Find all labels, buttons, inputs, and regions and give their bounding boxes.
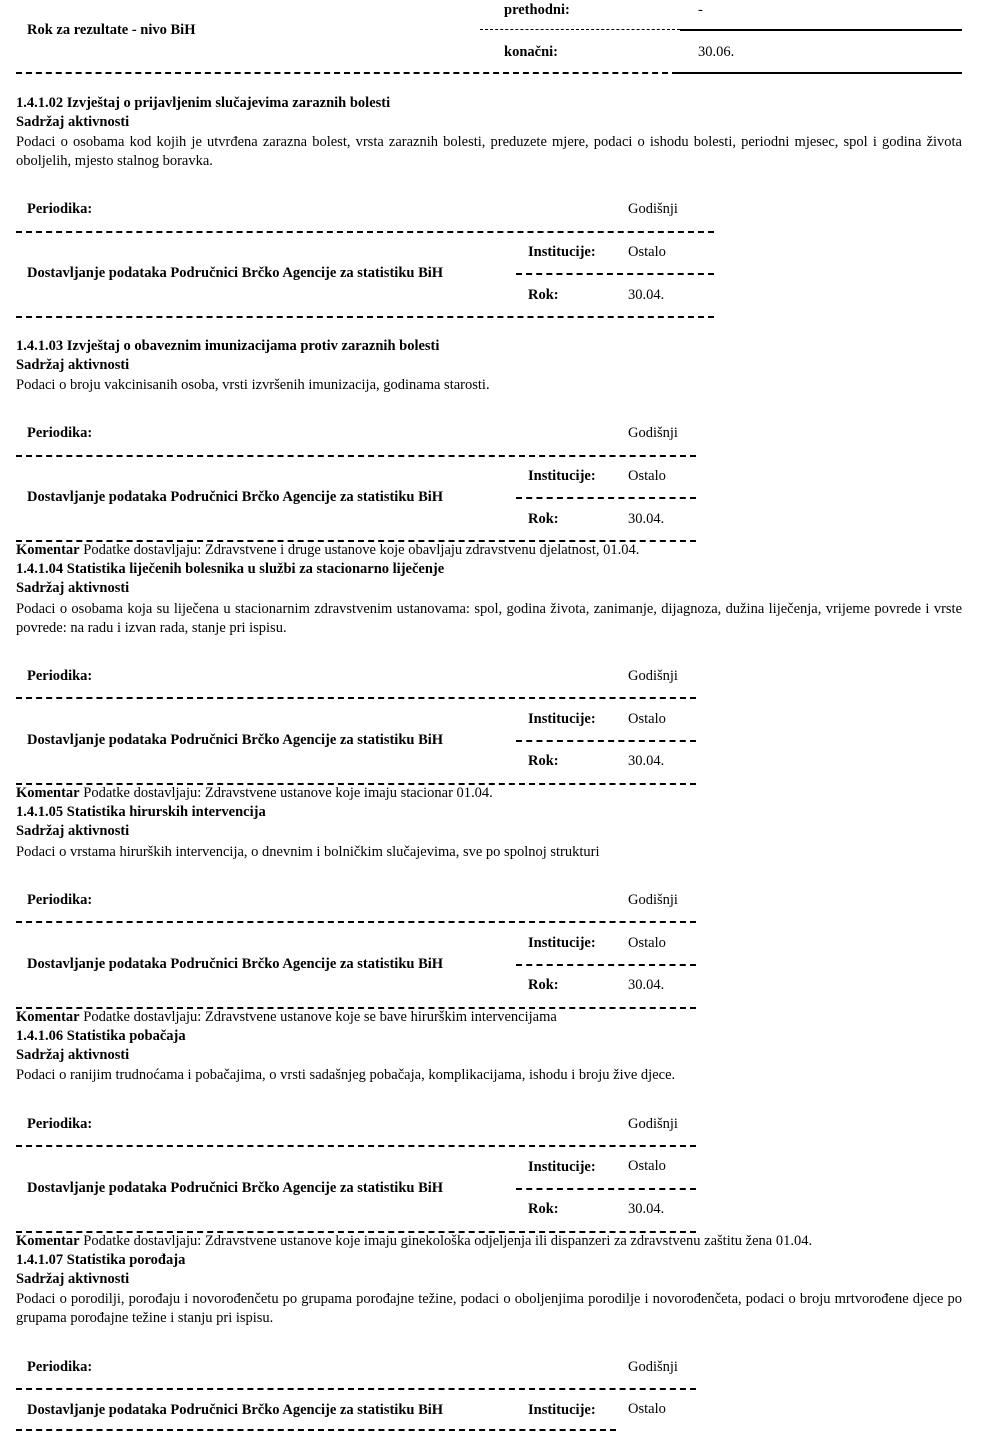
rok-label: Rok: [528,1201,559,1217]
institucije-value: Ostalo [628,1158,666,1174]
sadrzaj-heading: Sadržaj aktivnosti [16,114,130,130]
periodika-label: Periodika: [27,668,93,684]
periodika-label: Periodika: [27,1359,93,1375]
section-title: 1.4.1.07 Statistika porođaja [16,1252,186,1268]
sadrzaj-heading: Sadržaj aktivnosti [16,1047,130,1063]
rok-label: Rok: [528,287,559,303]
komentar-text: Podatke dostavljaju: Zdravstvene ustanove koje imaju ginekološka odjeljenja ili dispanzeri za zdravstvenu zaštitu žena 01.04. [83,1233,813,1249]
dostavljanje-label: Dostavljanje podataka Područnici Brčko Agencije za statistiku BiH [27,956,444,972]
institucije-value: Ostalo [628,244,666,260]
section-text: Podaci o porodilji, porođaju i novorođenčetu po grupama porođajne težine, podaci o oboljenjima porodilje i novorođenčeta, podaci o broju mrtvorođene djece po grupama porođajne težine i stanju pri ispisu. [16,1291,962,1326]
periodika-label: Periodika: [27,1116,93,1132]
rok-label: Rok: [528,511,559,527]
komentar-label: Komentar [16,542,80,558]
section-text: Podaci o vrstama hirurških intervencija, o dnevnim i bolničkim slučajevima, sve po spolnoj strukturi [16,844,600,860]
periodika-label: Periodika: [27,425,93,441]
divider [516,1188,696,1190]
rok-value: 30.04. [628,1201,665,1217]
komentar-label: Komentar [16,785,80,801]
sadrzaj-heading: Sadržaj aktivnosti [16,357,130,373]
konacni-value: 30.06. [698,44,735,60]
institucije-label: Institucije: [528,468,596,484]
divider [16,1145,696,1147]
periodika-label: Periodika: [27,892,93,908]
section-text: Podaci o broju vakcinisanih osoba, vrsti izvršenih imunizacija, godinama starosti. [16,377,490,393]
institucije-label: Institucije: [528,1159,596,1175]
komentar-label: Komentar [16,1233,80,1249]
divider [516,740,696,742]
rok-value: 30.04. [628,753,665,769]
sadrzaj-heading: Sadržaj aktivnosti [16,1271,130,1287]
komentar-label: Komentar [16,1009,80,1025]
section-title: 1.4.1.04 Statistika liječenih bolesnika u službi za stacionarno liječenje [16,561,445,577]
section-title: 1.4.1.03 Izvještaj o obaveznim imunizacijama protiv zaraznih bolesti [16,338,440,354]
prethodni-label: prethodni: [504,2,570,18]
periodika-value: Godišnji [628,1116,678,1132]
divider [16,72,678,74]
sadrzaj-heading: Sadržaj aktivnosti [16,823,130,839]
institucije-value: Ostalo [628,468,666,484]
institucije-label: Institucije: [528,935,596,951]
divider [16,921,696,923]
periodika-value: Godišnji [628,668,678,684]
rok-label: Rok: [528,753,559,769]
divider [680,29,962,31]
divider [16,1429,616,1431]
rok-label: Rok: [528,977,559,993]
komentar-text: Podatke dostavljaju: Zdravstvene ustanove koje se bave hirurškim intervencijama [83,1009,557,1025]
periodika-label: Periodika: [27,201,93,217]
institucije-label: Institucije: [528,244,596,260]
section-text: Podaci o osobama kod kojih je utvrđena zarazna bolest, vrsta zaraznih bolesti, preduzete mjere, podaci o ishodu bolesti, periodni mjesec, spol i godina života oboljelih, mjesto stalnog boravka. [16,134,962,169]
divider [16,231,714,233]
divider [16,1388,696,1390]
dostavljanje-label: Dostavljanje podataka Područnici Brčko Agencije za statistiku BiH [27,732,444,748]
komentar-text: Podatke dostavljaju: Zdravstvene i druge ustanove koje obavljaju zdravstvenu djelatnost, 01.04. [83,542,640,558]
periodika-value: Godišnji [628,892,678,908]
komentar-line [16,1009,557,1026]
section-text: Podaci o ranijim trudnoćama i pobačajima, o vrsti sadašnjeg pobačaja, komplikacijama, ishodu i broju žive djece. [16,1067,676,1083]
rok-nivo-label: Rok za rezultate - nivo BiH [27,22,196,38]
sadrzaj-heading: Sadržaj aktivnosti [16,580,130,596]
prethodni-value: - [698,2,703,18]
divider [516,273,714,275]
divider [516,964,696,966]
institucije-label: Institucije: [528,1402,596,1418]
dostavljanje-label: Dostavljanje podataka Područnici Brčko Agencije za statistiku BiH [27,489,444,505]
divider [516,497,696,499]
rok-value: 30.04. [628,511,665,527]
institucije-value: Ostalo [628,935,666,951]
section-title: 1.4.1.06 Statistika pobačaja [16,1028,186,1044]
section-text: Podaci o osobama koja su liječena u stacionarnim zdravstvenim ustanovama: spol, godina života, zanimanje, dijagnoza, dužina liječenja, vrijeme povrede i vrste povrede: na radu i izvan rada, stanje pri ispisu. [16,601,962,636]
rok-value: 30.04. [628,287,665,303]
periodika-value: Godišnji [628,425,678,441]
institucije-label: Institucije: [528,711,596,727]
institucije-value: Ostalo [628,711,666,727]
periodika-value: Godišnji [628,201,678,217]
divider [678,72,962,74]
komentar-line [16,542,639,559]
divider [16,697,696,699]
dostavljanje-label: Dostavljanje podataka Područnici Brčko Agencije za statistiku BiH [27,1402,444,1418]
komentar-line [16,1233,812,1250]
institucije-value: Ostalo [628,1401,666,1417]
komentar-text: Podatke dostavljaju: Zdravstvene ustanove koje imaju stacionar 01.04. [83,785,493,801]
periodika-value: Godišnji [628,1359,678,1375]
divider [480,29,680,30]
komentar-line [16,785,493,802]
section-title: 1.4.1.05 Statistika hirurskih intervencija [16,804,266,820]
divider [16,316,714,318]
rok-value: 30.04. [628,977,665,993]
konacni-label: konačni: [504,44,558,60]
section-title: 1.4.1.02 Izvještaj o prijavljenim slučajevima zaraznih bolesti [16,95,391,111]
dostavljanje-label: Dostavljanje podataka Područnici Brčko Agencije za statistiku BiH [27,265,444,281]
divider [16,455,696,457]
dostavljanje-label: Dostavljanje podataka Područnici Brčko Agencije za statistiku BiH [27,1180,444,1196]
